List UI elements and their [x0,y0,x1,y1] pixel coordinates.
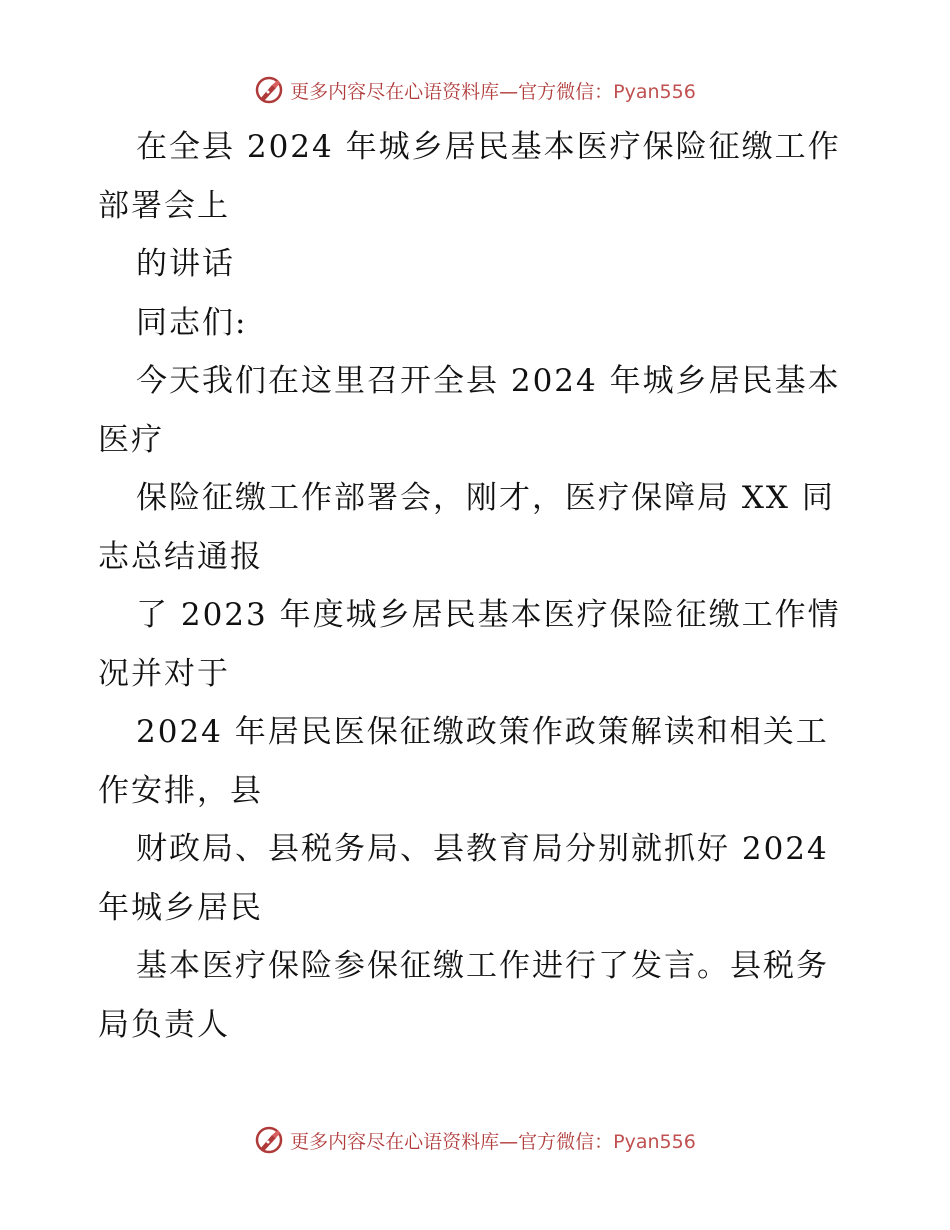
document-line: 的讲话 [136,246,235,282]
document-line: 部署会上 [98,187,230,224]
header-banner-label: 更多内容尽在心语资料库—官方微信： [290,80,614,103]
document-line: 同志们: [136,304,248,341]
document-line: 况并对于 [98,655,230,692]
pen-nib-logo-icon [254,1125,284,1155]
document-line: 2024 年居民医保征缴政策作政策解读和相关工 [136,714,829,750]
document-line: 保险征缴工作部署会，刚才，医疗保障局 XX 同 [136,480,835,516]
header-banner-text [290,77,696,104]
document-line: 医疗 [98,421,164,458]
document-line: 志总结通报 [98,538,263,575]
document-line: 基本医疗保险参保征缴工作进行了发言。县税务 [136,948,829,984]
header-banner-wechat-id: Pyan556 [613,80,696,103]
pen-nib-logo-icon [254,75,284,105]
document-line: 作安排，县 [98,772,263,809]
document-line: 局负责人 [98,1006,230,1043]
header-banner [0,70,950,110]
footer-banner-label: 更多内容尽在心语资料库—官方微信： [290,1130,614,1153]
document-line: 今天我们在这里召开全县 2024 年城乡居民基本 [136,363,841,399]
footer-banner [0,1120,950,1160]
document-body [98,118,858,1054]
document-line: 了 2023 年度城乡居民基本医疗保险征缴工作情 [136,597,841,633]
document-line: 在全县 2024 年城乡居民基本医疗保险征缴工作 [136,129,841,165]
footer-banner-wechat-id: Pyan556 [613,1130,696,1153]
footer-banner-text [290,1127,696,1154]
document-line: 财政局、县税务局、县教育局分别就抓好 2024 [136,831,829,867]
document-line: 年城乡居民 [98,889,263,926]
